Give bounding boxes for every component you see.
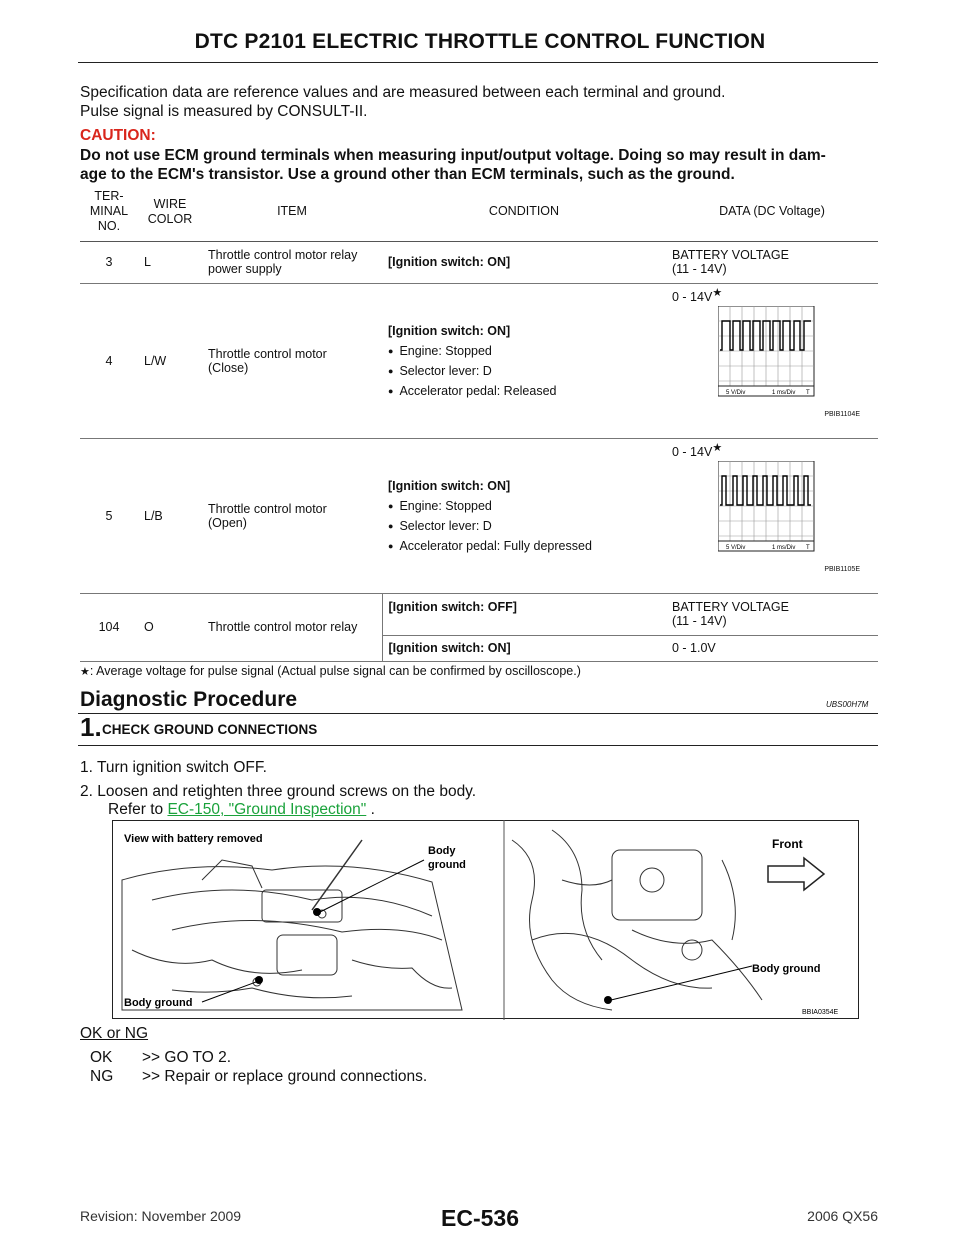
page-number: EC-536 xyxy=(441,1205,519,1231)
ground-location-illustration xyxy=(112,820,860,1020)
data-cell: 0 - 14V★ 5 V/Div 1 ms/Div T PBIB1105E xyxy=(666,438,878,593)
figure-code: PBIB1104E xyxy=(824,410,860,418)
star-icon: ★ xyxy=(712,286,723,299)
item-cell: Throttle control motor relay power supply xyxy=(202,241,382,283)
ground-point xyxy=(604,996,612,1004)
result-ok-text: >> GO TO 2. xyxy=(142,1049,232,1066)
table-note: ★: Average voltage for pulse signal (Actual pulse signal can be confirmed by oscilloscope.) xyxy=(80,664,581,678)
item-cell: Throttle control motor (Open) xyxy=(202,438,382,593)
data-cell: 0 - 14V★ 5 V/Div 1 ms/Div T PBIB1104E xyxy=(666,283,878,438)
figure-code: BBIA0354E xyxy=(802,1009,839,1016)
bullet-item: ● Selector lever: D xyxy=(388,364,660,378)
bullet-item: ● Accelerator pedal: Fully depressed xyxy=(388,539,660,553)
page-title: DTC P2101 ELECTRIC THROTTLE CONTROL FUNCTION xyxy=(194,30,766,53)
oscilloscope-trace xyxy=(718,306,818,404)
step-title: CHECK GROUND CONNECTIONS xyxy=(102,722,318,737)
footer-revision: Revision: November 2009 xyxy=(80,1208,242,1224)
table-row xyxy=(80,283,878,438)
section-rule xyxy=(78,713,878,714)
header-rule xyxy=(78,62,878,63)
table-header-row xyxy=(80,183,878,241)
footer-model: 2006 QX56 xyxy=(807,1208,878,1224)
header-condition: CONDITION xyxy=(382,183,666,241)
caution-label: CAUTION: xyxy=(80,127,156,144)
condition-cell: [Ignition switch: OFF] xyxy=(382,593,666,635)
ground-point xyxy=(255,976,263,984)
header-item: ITEM xyxy=(202,183,382,241)
data-cell: BATTERY VOLTAGE (11 - 14V) xyxy=(666,593,878,635)
scope-time-label: 1 ms/Div xyxy=(772,389,796,396)
result-ng-text: >> Repair or replace ground connections. xyxy=(142,1068,428,1085)
instruction-1: 1. Turn ignition switch OFF. xyxy=(80,759,267,776)
step-rule xyxy=(78,745,878,746)
terminal-no: 104 xyxy=(80,593,138,661)
label-body-ground-1b: ground xyxy=(428,859,466,871)
ground-point xyxy=(313,908,321,916)
refer-line: Refer to EC-150, "Ground Inspection" . xyxy=(108,801,375,818)
result-ok-key: OK xyxy=(90,1049,113,1066)
scope-trigger-marker: T xyxy=(806,389,810,396)
bullet-item: ● Engine: Stopped xyxy=(388,344,660,358)
wire-color: L xyxy=(138,241,202,283)
header-wire-color: WIRE COLOR xyxy=(138,183,202,241)
star-icon: ★ xyxy=(712,441,723,454)
table-row xyxy=(80,438,878,593)
table-row xyxy=(80,593,878,635)
label-view: View with battery removed xyxy=(124,833,263,845)
instruction-2: 2. Loosen and retighten three ground screws on the body. xyxy=(80,783,477,800)
wire-color: O xyxy=(138,593,202,661)
condition-cell: [Ignition switch: ON] ● Engine: Stopped ● Selector lever: D ● Accelerator pedal: Released xyxy=(382,283,666,438)
caution-line-2: age to the ECM's transistor. Use a ground other than ECM terminals, such as the ground. xyxy=(80,166,735,183)
bullet-item: ● Accelerator pedal: Released xyxy=(388,384,660,398)
item-cell: Throttle control motor (Close) xyxy=(202,283,382,438)
wire-color: L/B xyxy=(138,438,202,593)
condition-cell: [Ignition switch: ON] xyxy=(382,635,666,661)
oscilloscope-trace xyxy=(718,461,818,559)
terminal-spec-table xyxy=(80,183,878,662)
scope-volt-label: 5 V/Div xyxy=(726,389,746,396)
label-front: Front xyxy=(772,837,803,851)
label-body-ground-2: Body ground xyxy=(124,997,193,1009)
header-terminal: TER- MINAL NO. xyxy=(80,183,138,241)
scope-trigger-marker: T xyxy=(806,544,810,551)
caution-line-1: Do not use ECM ground terminals when measuring input/output voltage. Doing so may result in dam- xyxy=(80,147,826,164)
scope-time-label: 1 ms/Div xyxy=(772,544,796,551)
terminal-no: 4 xyxy=(80,283,138,438)
header-data: DATA (DC Voltage) xyxy=(666,183,878,241)
data-cell: 0 - 1.0V xyxy=(666,635,878,661)
ground-inspection-link[interactable]: EC-150, "Ground Inspection" xyxy=(167,801,367,818)
wire-color: L/W xyxy=(138,283,202,438)
step-number: 1. xyxy=(80,712,102,742)
scope-volt-label: 5 V/Div xyxy=(726,544,746,551)
data-cell: BATTERY VOLTAGE (11 - 14V) xyxy=(666,241,878,283)
result-ng-key: NG xyxy=(90,1068,114,1085)
terminal-no: 5 xyxy=(80,438,138,593)
item-cell: Throttle control motor relay xyxy=(202,593,382,661)
bullet-item: ● Engine: Stopped xyxy=(388,499,660,513)
condition-cell: [Ignition switch: ON] xyxy=(382,241,666,283)
table-row xyxy=(80,241,878,283)
result-label: OK or NG xyxy=(80,1025,149,1042)
condition-cell: [Ignition switch: ON] ● Engine: Stopped ● Selector lever: D ● Accelerator pedal: Fully depressed xyxy=(382,438,666,593)
bullet-item: ● Selector lever: D xyxy=(388,519,660,533)
intro-line-2: Pulse signal is measured by CONSULT-II. xyxy=(80,103,368,120)
label-body-ground-1a: Body xyxy=(428,845,456,857)
terminal-no: 3 xyxy=(80,241,138,283)
star-icon: ★ xyxy=(80,666,90,678)
intro-line-1: Specification data are reference values and are measured between each terminal and ground. xyxy=(80,84,726,101)
figure-code: PBIB1105E xyxy=(824,565,860,573)
label-body-ground-3: Body ground xyxy=(752,963,821,975)
section-code: UBS00H7M xyxy=(826,700,869,709)
section-heading: Diagnostic Procedure xyxy=(80,688,298,711)
